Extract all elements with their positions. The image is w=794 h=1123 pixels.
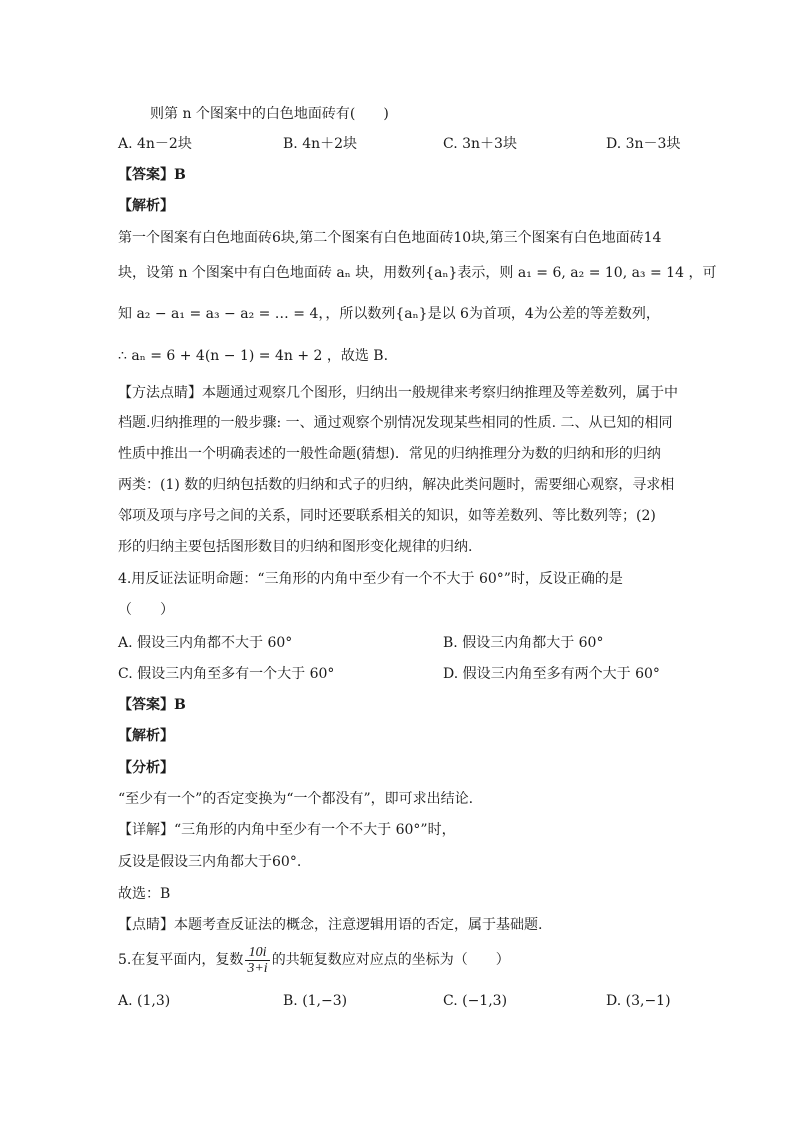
q3-method-line-6: 形的归纳主要包括图形数目的归纳和图形变化规律的归纳. <box>118 539 473 555</box>
q3-analysis-line-3: 知 a₂ − a₁ = a₃ − a₂ = … = 4，，所以数列{aₙ}是以 6为首项，4为公差的等差数列， <box>118 306 660 322</box>
q3-option-a: A. 4n－2块 <box>118 136 192 152</box>
q5-option-a: A. (1,3) <box>118 993 171 1009</box>
q3-analysis-line-4: ∴ aₙ = 6 + 4(n − 1) = 4n + 2 ，故选 B. <box>118 348 389 364</box>
q3-analysis-line-1: 第一个图案有白色地面砖6块,第二个图案有白色地面砖10块,第三个图案有白色地面砖14 <box>118 230 662 246</box>
q5-fraction-denominator: 3+i <box>247 960 268 976</box>
q3-analysis-label: 【解析】 <box>118 198 174 214</box>
q4-option-b: B. 假设三内角都大于 60° <box>443 635 604 651</box>
q3-method-line-3: 性质中推出一个明确表述的一般性命题(猜想)．常见的归纳推理分为数的归纳和形的归纳 <box>118 446 661 462</box>
q4-dianjing: 【点睛】本题考查反证法的概念，注意逻辑用语的否定，属于基础题. <box>118 917 543 933</box>
q5-fraction <box>245 945 269 976</box>
q4-choose: 故选：B <box>118 886 171 902</box>
q4-answer: 【答案】B <box>118 697 186 713</box>
q4-fenxi-label: 【分析】 <box>118 760 174 776</box>
q4-stem: 4.用反证法证明命题：“三角形的内角中至少有一个不大于 60°”时，反设正确的是 <box>118 571 623 587</box>
q5-option-d: D. (3,−1) <box>606 993 671 1009</box>
q3-method-line-1: 【方法点睛】本题通过观察几个图形，归纳出一般规律来考察归纳推理及等差数列，属于中 <box>118 385 678 401</box>
q5-fraction-numerator: 10i <box>245 945 269 961</box>
q4-option-d: D. 假设三内角至多有两个大于 60° <box>443 666 660 682</box>
q5-option-b: B. (1,−3) <box>283 993 348 1009</box>
q4-paren: （ ） <box>118 602 174 618</box>
q4-option-a: A. 假设三内角都不大于 60° <box>118 635 293 651</box>
q4-analysis-label: 【解析】 <box>118 728 174 744</box>
q4-detail: 【详解】“三角形的内角中至少有一个不大于 60°”时， <box>118 822 456 838</box>
q3-analysis-line-2: 块，设第 n 个图案中有白色地面砖 aₙ 块，用数列{aₙ}表示，则 a₁ = 6, a₂ = 10, a₃ = 14 ，可 <box>118 265 717 281</box>
q3-option-d: D. 3n－3块 <box>606 136 681 152</box>
q5-option-c: C. (−1,3) <box>443 993 508 1009</box>
q3-option-c: C. 3n＋3块 <box>443 136 517 152</box>
q4-option-c: C. 假设三内角至多有一个大于 60° <box>118 666 335 682</box>
q3-stem: 则第 n 个图案中的白色地面砖有( ) <box>150 106 389 122</box>
q5-stem <box>118 940 510 980</box>
q3-answer: 【答案】B <box>118 167 186 183</box>
q3-option-b: B. 4n＋2块 <box>283 136 358 152</box>
q4-detail-2: 反设是假设三内角都大于60°. <box>118 854 302 870</box>
q3-method-line-2: 档题.归纳推理的一般步骤: 一、通过观察个别情况发现某些相同的性质. 二、从已知的相同 <box>118 415 673 431</box>
q5-stem-after: 的共轭复数应对应点的坐标为（ ） <box>271 952 510 968</box>
q3-method-line-5: 邻项及项与序号之间的关系，同时还要联系相关的知识，如等差数列、等比数列等；(2) <box>118 508 656 524</box>
q5-stem-before: 5.在复平面内，复数 <box>118 952 244 968</box>
q3-method-line-4: 两类：(1) 数的归纳包括数的归纳和式子的归纳，解决此类问题时，需要细心观察，寻求相 <box>118 477 675 493</box>
q4-fenxi: “至少有一个”的否定变换为“一个都没有”，即可求出结论. <box>118 791 474 807</box>
